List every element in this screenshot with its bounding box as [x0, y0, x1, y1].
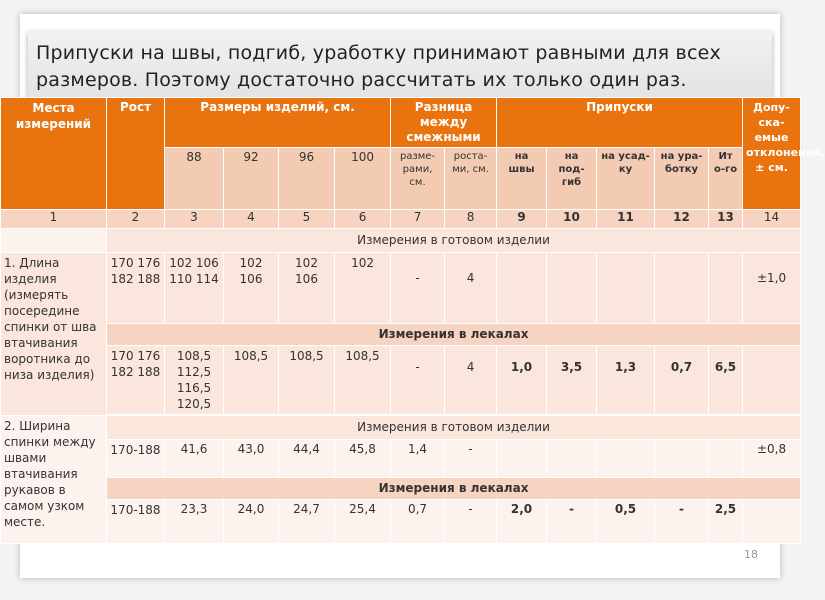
header-size-88: 88 [165, 148, 224, 210]
row2-gotovoe-92: 43,0 [224, 440, 279, 478]
col-num-14: 14 [743, 210, 801, 229]
row1-lekala-dopusk [743, 346, 801, 415]
row2-lekala-itogo: 2,5 [709, 500, 743, 544]
row1-gotovoe-88: 102 106 110 114 [165, 253, 224, 324]
row2-lekala-100: 25,4 [335, 500, 391, 544]
row2-gotovoe-dopusk: ±0,8 [743, 440, 801, 478]
row2-lekala-rost: 170-188 [107, 500, 165, 544]
col-num-13: 13 [709, 210, 743, 229]
row1-lekala-na-usadku: 1,3 [597, 346, 655, 415]
row2-lekala-rostami: - [445, 500, 497, 544]
row2-lekala-na-shvy: 2,0 [497, 500, 547, 544]
col-num-1: 1 [1, 210, 107, 229]
row1-gotovoe-100: 102 [335, 253, 391, 324]
row1-lekala-92: 108,5 [224, 346, 279, 415]
header-dopusk: Допу-ска-емые отклонения, ± см. [743, 98, 801, 210]
row2-lekala-96: 24,7 [279, 500, 335, 544]
section-gotovoe-1: Измерения в готовом изделии [107, 229, 801, 253]
row1-gotovoe-na-urabotku [655, 253, 709, 324]
allowances-table-wrap [0, 97, 825, 544]
row1-lekala-na-urabotku: 0,7 [655, 346, 709, 415]
col-num-10: 10 [547, 210, 597, 229]
slide-title: Припуски на швы, подгиб, уработку принимают равными для всех размеров. Поэтому достаточно рассчитать их только один раз. [36, 42, 721, 91]
row2-gotovoe-razmerami: 1,4 [391, 440, 445, 478]
row1-lekala-rostami: 4 [445, 346, 497, 415]
col-num-9: 9 [497, 210, 547, 229]
row2-lekala-razmerami: 0,7 [391, 500, 445, 544]
row1-gotovoe-96: 102 106 [279, 253, 335, 324]
col-num-5: 5 [279, 210, 335, 229]
header-razmery: Размеры изделий, см. [165, 98, 391, 148]
row1-lekala-100: 108,5 [335, 346, 391, 415]
row2-gotovoe-96: 44,4 [279, 440, 335, 478]
row2-gotovoe-100: 45,8 [335, 440, 391, 478]
row1-gotovoe-na-usadku [597, 253, 655, 324]
header-itogo: Ит о-го [709, 148, 743, 210]
column-numbers-row [1, 210, 801, 229]
page-number: 18 [744, 548, 758, 561]
header-size-92: 92 [224, 148, 279, 210]
allowances-table [0, 97, 825, 544]
row1-gotovoe-na-podgib [547, 253, 597, 324]
header-na-podgib: на под-гиб [547, 148, 597, 210]
row2-gotovoe-na-podgib [547, 440, 597, 478]
row2-gotovoe-na-usadku [597, 440, 655, 478]
header-mesta: Места измерений [1, 98, 107, 210]
section-lekala-1: Измерения в лекалах [107, 324, 801, 346]
col-num-12: 12 [655, 210, 709, 229]
row2-lekala-na-podgib: - [547, 500, 597, 544]
row1-gotovoe-rostami: 4 [445, 253, 497, 324]
col-num-11: 11 [597, 210, 655, 229]
col-num-8: 8 [445, 210, 497, 229]
row2-gotovoe-itogo [709, 440, 743, 478]
header-pripuski: Припуски [497, 98, 743, 148]
row2-lekala-na-usadku: 0,5 [597, 500, 655, 544]
row2-gotovoe-rostami: - [445, 440, 497, 478]
row1-lekala-itogo: 6,5 [709, 346, 743, 415]
section-lekala-2: Измерения в лекалах [107, 478, 801, 500]
row1-gotovoe-itogo [709, 253, 743, 324]
row1-gotovoe-dopusk: ±1,0 [743, 253, 801, 324]
col-num-3: 3 [165, 210, 224, 229]
col-num-2: 2 [107, 210, 165, 229]
header-na-usadku: на усад-ку [597, 148, 655, 210]
row2-gotovoe-88: 41,6 [165, 440, 224, 478]
row1-lekala-rost: 170 176 182 188 [107, 346, 165, 415]
header-na-shvy: на швы [497, 148, 547, 210]
row1-lekala-na-shvy: 1,0 [497, 346, 547, 415]
row2-gotovoe-rost: 170-188 [107, 440, 165, 478]
spacer-cell [1, 229, 107, 253]
row1-gotovoe-rost: 170 176 182 188 [107, 253, 165, 324]
col-num-7: 7 [391, 210, 445, 229]
row1-lekala-96: 108,5 [279, 346, 335, 415]
header-rostami: роста-ми, см. [445, 148, 497, 210]
header-size-96: 96 [279, 148, 335, 210]
header-na-urabotku: на ура-ботку [655, 148, 709, 210]
section-gotovoe-2: Измерения в готовом изделии [107, 416, 801, 440]
row1-lekala-razmerami: - [391, 346, 445, 415]
row1-lekala-88: 108,5 112,5 116,5 120,5 [165, 346, 224, 415]
row2-lekala-88: 23,3 [165, 500, 224, 544]
col-num-6: 6 [335, 210, 391, 229]
row1-label: 1. Длина изделия (измерять посередине спинки от шва втачивания воротника до низа изделия) [1, 253, 107, 416]
row2-label: 2. Ширина спинки между швами втачивания рукавов в самом узком месте. [1, 416, 107, 544]
row1-gotovoe-razmerami: - [391, 253, 445, 324]
row2-lekala-92: 24,0 [224, 500, 279, 544]
row2-gotovoe-na-urabotku [655, 440, 709, 478]
row2-lekala-na-urabotku: - [655, 500, 709, 544]
row2-gotovoe-na-shvy [497, 440, 547, 478]
header-razmerami: разме-рами, см. [391, 148, 445, 210]
header-size-100: 100 [335, 148, 391, 210]
header-raznica: Разница между смежными [391, 98, 497, 148]
row1-gotovoe-92: 102 106 [224, 253, 279, 324]
row1-gotovoe-na-shvy [497, 253, 547, 324]
row1-lekala-na-podgib: 3,5 [547, 346, 597, 415]
row2-lekala-dopusk [743, 500, 801, 544]
col-num-4: 4 [224, 210, 279, 229]
header-rost: Рост [107, 98, 165, 210]
